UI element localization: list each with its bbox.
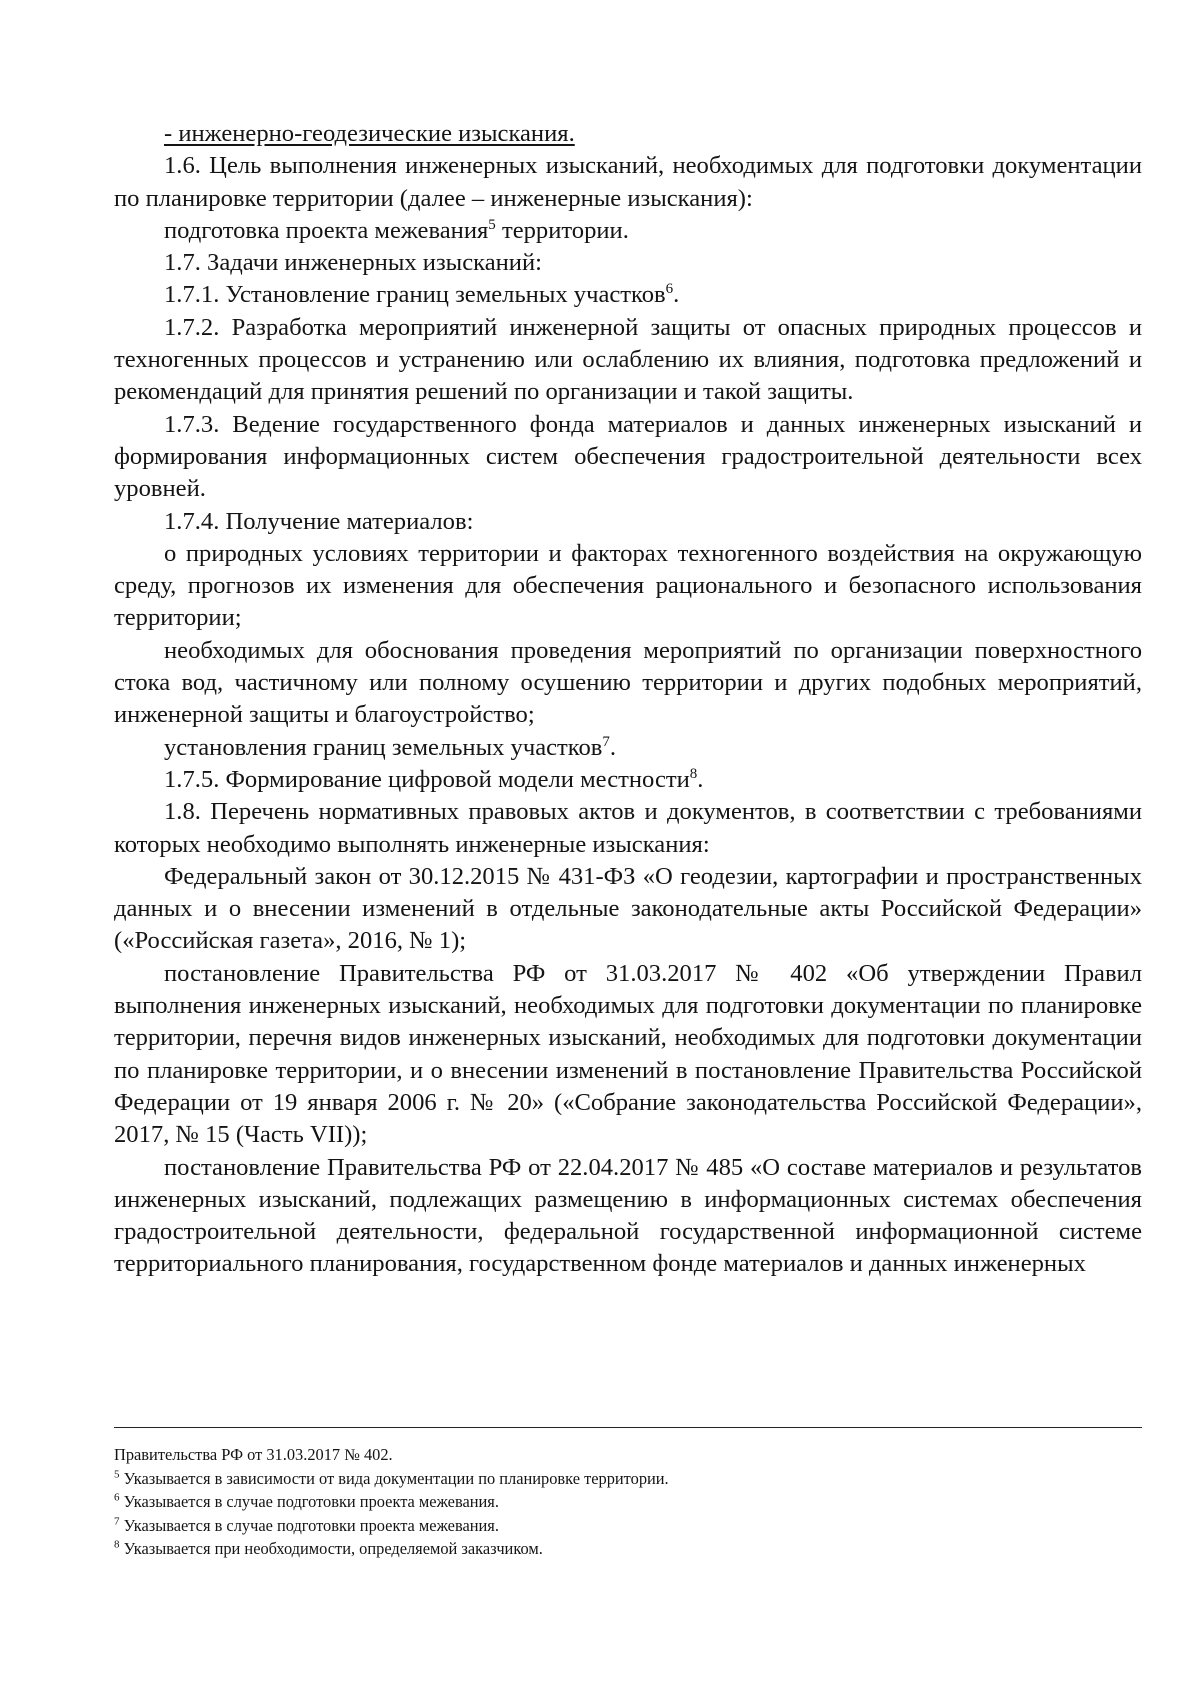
paragraph: 1.7. Задачи инженерных изысканий: <box>164 249 542 277</box>
text-part: . <box>609 733 617 761</box>
text-part: 1.7.5. Формирование цифровой модели местности <box>164 765 690 793</box>
paragraph <box>114 215 1142 247</box>
footnote-ref: 6 <box>665 281 674 298</box>
text-part: . <box>697 765 704 793</box>
footnote <box>114 1537 1142 1561</box>
footnotes <box>114 1443 1142 1561</box>
footnote-ref: 8 <box>689 765 698 782</box>
footnote-ref: 5 <box>488 216 496 233</box>
footnote-mark: 7 <box>114 1515 120 1528</box>
footnote-mark: 6 <box>114 1491 120 1504</box>
paragraph: 1.8. Перечень нормативных правовых актов и документов, в соответствии с требованиями которых необходимо выполнять инженерные изыскания: <box>114 798 1142 858</box>
footnote-text: Указывается в случае подготовки проекта межевания. <box>119 1492 499 1512</box>
text-part: . <box>673 281 680 309</box>
paragraph <box>114 118 1142 150</box>
footnote-mark: 8 <box>114 1538 120 1551</box>
paragraph: необходимых для обоснования проведения мероприятий по организации поверхностного стока вод, частичному или полному осушению территории и других подобных мероприятий, инженерной защиты и благоустройство; <box>114 636 1142 729</box>
footnote <box>114 1467 1142 1491</box>
text-part: установления границ земельных участков <box>164 733 603 761</box>
paragraph: 1.7.4. Получение материалов: <box>164 507 474 535</box>
footnote-text: Указывается при необходимости, определяемой заказчиком. <box>119 1539 543 1559</box>
footnote <box>114 1490 1142 1514</box>
paragraph <box>114 732 1142 764</box>
footnote-text: Указывается в случае подготовки проекта межевания. <box>119 1515 499 1535</box>
paragraph <box>114 764 1142 796</box>
footnote <box>114 1514 1142 1538</box>
footnote-ref: 7 <box>602 733 610 750</box>
footnote-continuation: Правительства РФ от 31.03.2017 № 402. <box>114 1445 393 1464</box>
footnote-mark: 5 <box>114 1468 120 1481</box>
footnote-separator <box>114 1427 1142 1428</box>
underlined-text: - инженерно-геодезические изыскания. <box>164 120 575 147</box>
text-part: подготовка проекта межевания <box>164 216 489 244</box>
paragraph: Федеральный закон от 30.12.2015 № 431-ФЗ «О геодезии, картографии и пространственных данных и о внесении изменений в отдельные законодательные акты Российской Федерации» («Российская газета», 2016, № 1); <box>114 862 1142 955</box>
main-text <box>114 118 1142 1281</box>
paragraph: 1.7.2. Разработка мероприятий инженерной защиты от опасных природных процессов и техногенных процессов и устранению или ослаблению их влияния, подготовка предложений и рекомендаций для принятия решений по организации и такой защиты. <box>114 313 1142 406</box>
paragraph: постановление Правительства РФ от 31.03.2017 № 402 «Об утверждении Правил выполнения инженерных изысканий, необходимых для подготовки документации по планировке территории, перечня видов инженерных изысканий, необходимых для подготовки документации по планировке территории, и о внесении изменений в постановление Правительства Российской Федерации от 19 января 2006 г. № 20» («Собрание законодательства Российской Федерации», 2017, № 15 (Часть VII)); <box>114 959 1142 1149</box>
paragraph: постановление Правительства РФ от 22.04.2017 № 485 «О составе материалов и результатов инженерных изысканий, подлежащих размещению в информационных системах обеспечения градостроительной деятельности, федеральной государственной информационной системе территориального планирования, государственном фонде материалов и данных инженерных <box>114 1153 1142 1278</box>
paragraph: 1.7.3. Ведение государственного фонда материалов и данных инженерных изысканий и формирования информационных систем обеспечения градостроительной деятельности всех уровней. <box>114 410 1142 503</box>
paragraph <box>114 279 1142 311</box>
footnote-text: Указывается в зависимости от вида документации по планировке территории. <box>119 1468 669 1488</box>
paragraph: о природных условиях территории и факторах техногенного воздействия на окружающую среду, прогнозов их изменения для обеспечения рационального и безопасного использования территории; <box>114 539 1142 632</box>
text-part: 1.7.1. Установление границ земельных участков <box>164 281 666 309</box>
paragraph: 1.6. Цель выполнения инженерных изысканий, необходимых для подготовки документации по планировке территории (далее – инженерные изыскания): <box>114 152 1142 212</box>
text-part: территории. <box>495 216 629 244</box>
